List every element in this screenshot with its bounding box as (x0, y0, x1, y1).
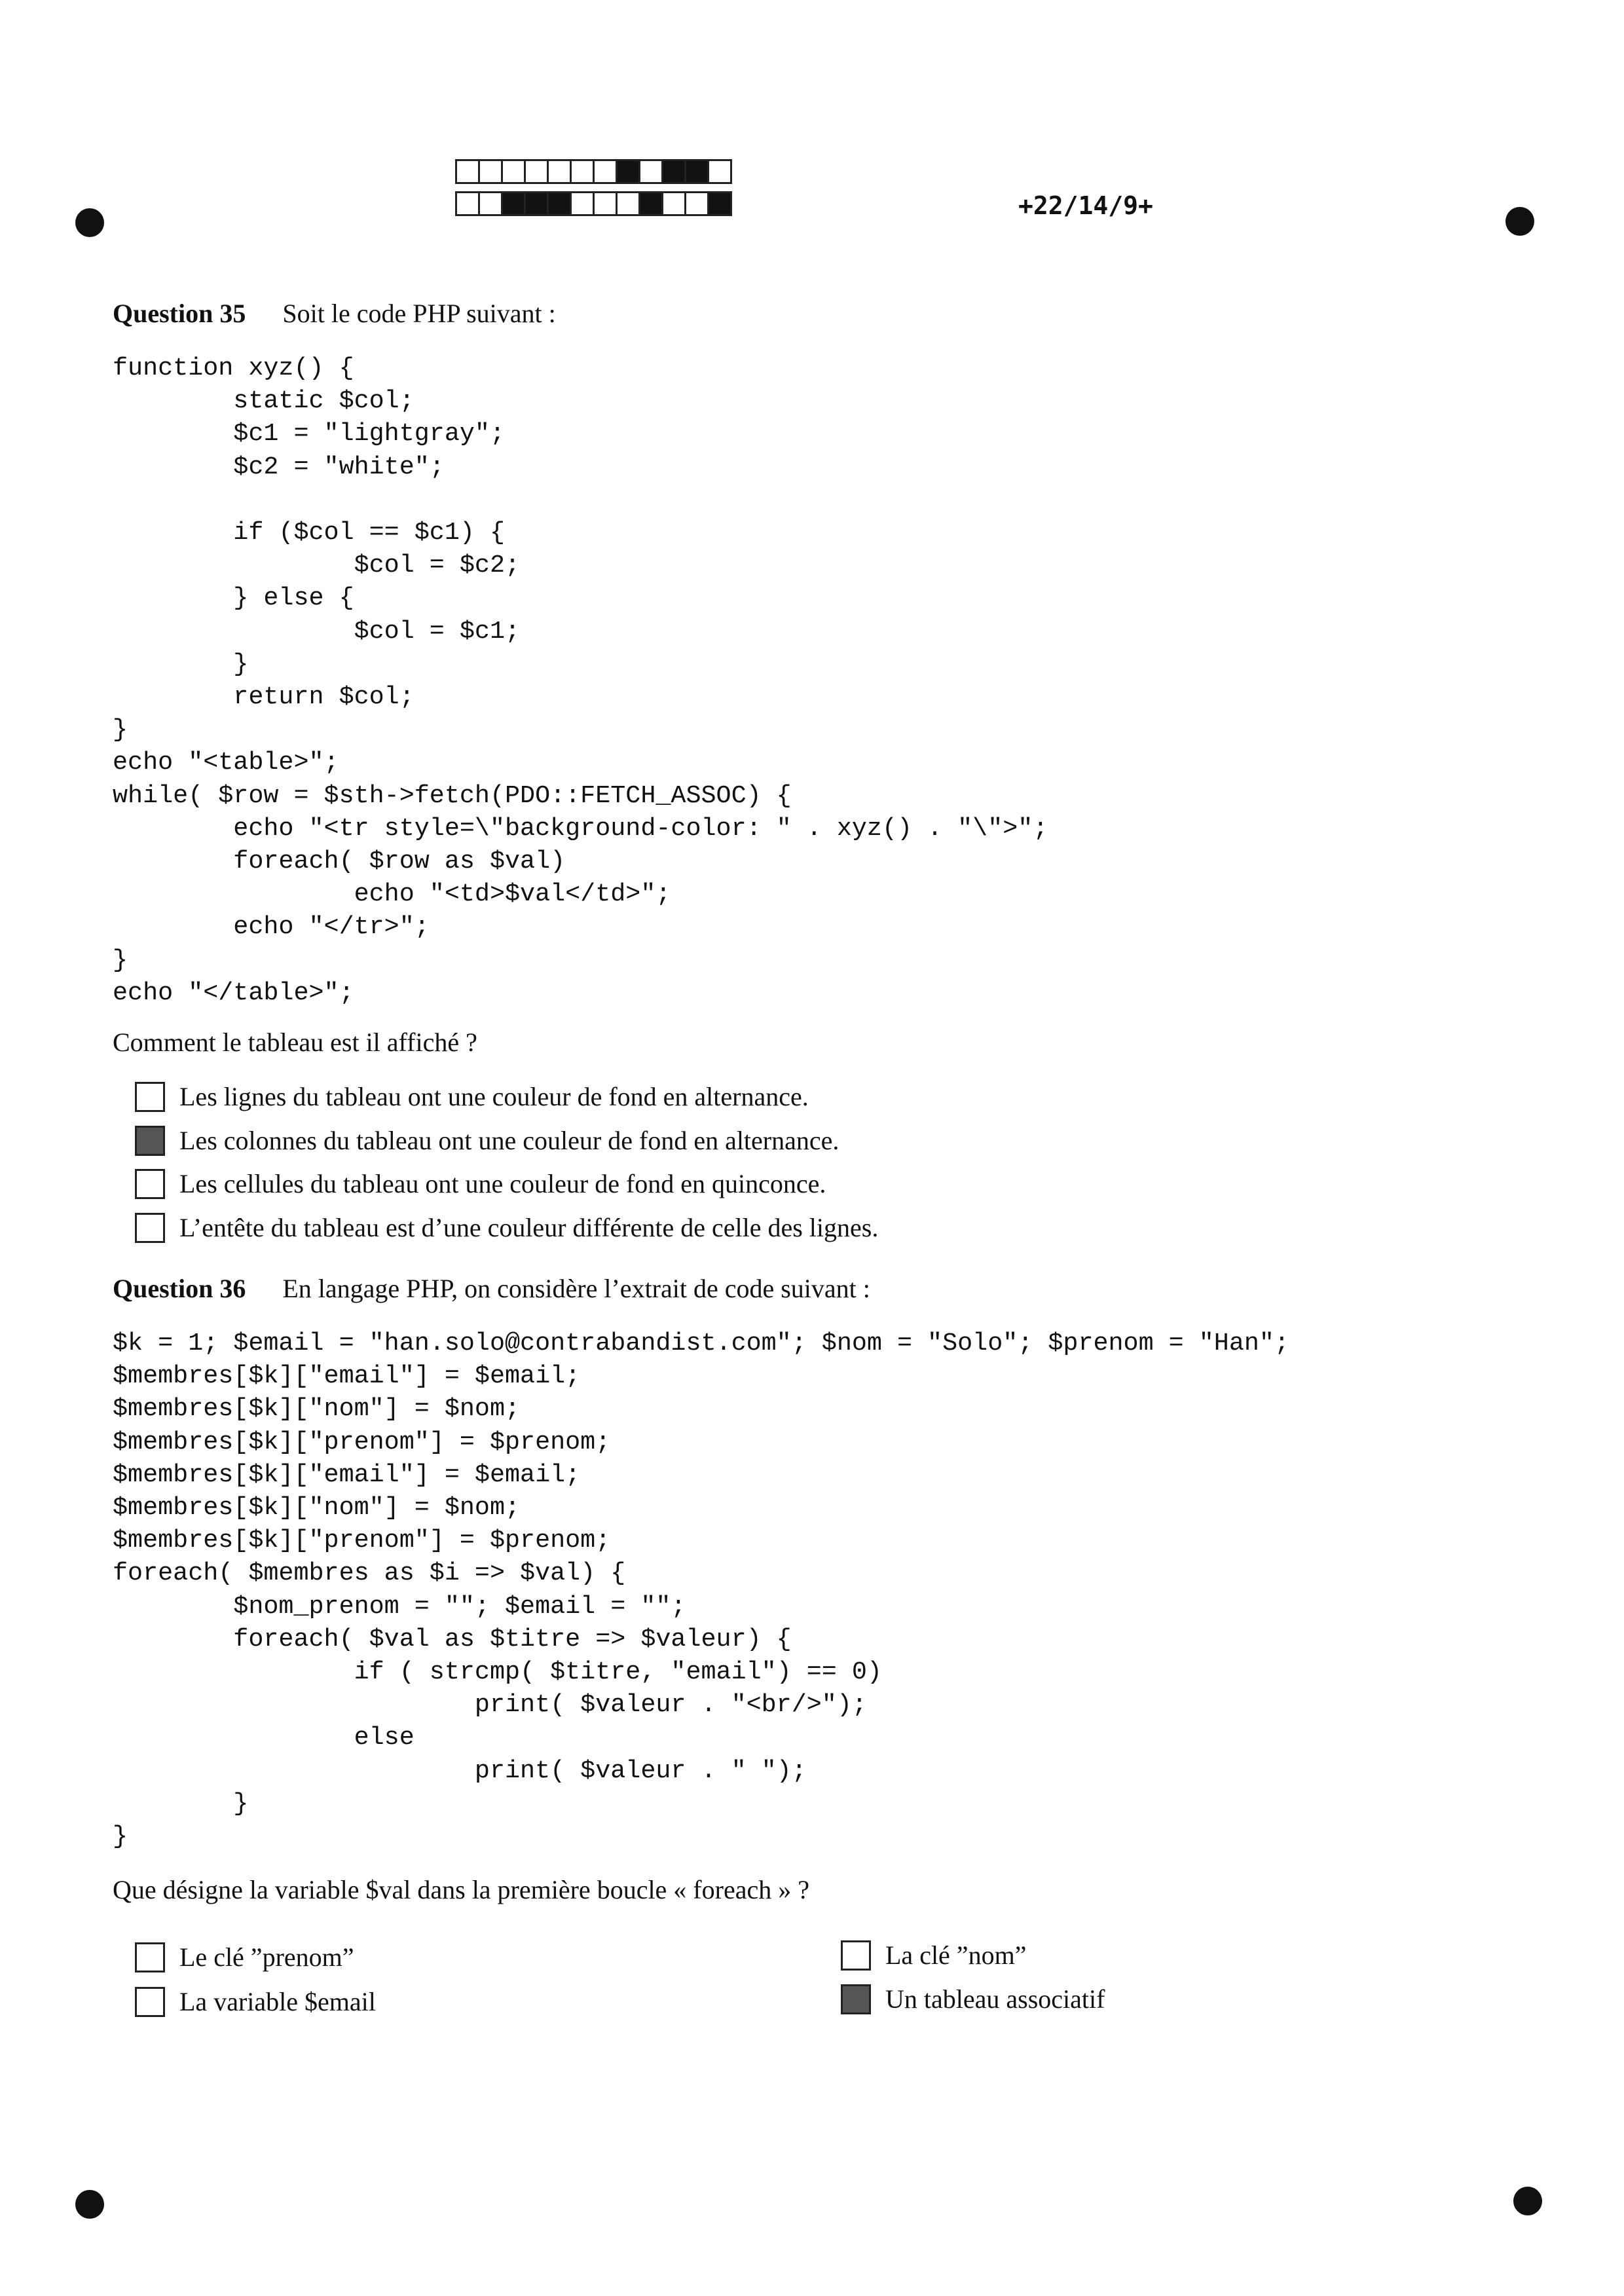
q36-option-2[interactable] (841, 1940, 1026, 1971)
q36-option-1[interactable] (135, 1942, 354, 1972)
checkbox[interactable] (135, 1213, 165, 1243)
checkbox[interactable] (135, 1169, 165, 1199)
option-label: La clé ”nom” (885, 1940, 1027, 1970)
barcode-cell (593, 191, 618, 216)
option-label: Les lignes du tableau ont une couleur de fond en alternance. (179, 1082, 809, 1111)
barcode-cell (547, 159, 572, 184)
question-36-header (113, 1273, 870, 1304)
barcode-cell (455, 191, 480, 216)
option-label: Un tableau associatif (885, 1984, 1105, 2014)
registration-mark-top-right (1505, 207, 1534, 236)
barcode-bottom-row (455, 191, 730, 216)
checkbox[interactable] (135, 1082, 165, 1112)
q35-option-1[interactable] (135, 1081, 809, 1112)
q35-option-4[interactable] (135, 1212, 878, 1243)
q36-option-4[interactable] (841, 1984, 1105, 2014)
checkbox[interactable] (841, 1940, 871, 1971)
checkbox[interactable] (135, 1987, 165, 2017)
barcode-cell (501, 191, 526, 216)
barcode-cell (638, 159, 663, 184)
question-number: Question 35 (113, 299, 246, 328)
barcode-cell (570, 159, 595, 184)
option-label: L’entête du tableau est d’une couleur différente de celle des lignes. (179, 1213, 879, 1242)
barcode-cell (524, 159, 549, 184)
option-label: La variable $email (179, 1987, 376, 2016)
question-intro: En langage PHP, on considère l’extrait de code suivant : (282, 1274, 870, 1303)
registration-mark-bottom-left (75, 2190, 104, 2219)
question-35-header (113, 298, 556, 329)
barcode-cell (570, 191, 595, 216)
barcode-cell (616, 159, 640, 184)
barcode-cell (661, 159, 686, 184)
checkbox[interactable] (841, 1984, 871, 2014)
question-36-prompt: Que désigne la variable $val dans la première boucle « foreach » ? (113, 1875, 809, 1904)
registration-mark-top-left (75, 208, 104, 237)
barcode-cell (707, 159, 732, 184)
registration-mark-bottom-right (1513, 2187, 1542, 2215)
q35-option-3[interactable] (135, 1168, 826, 1199)
barcode-cell (661, 191, 686, 216)
checkbox[interactable] (135, 1942, 165, 1972)
barcode-cell (478, 191, 503, 216)
barcode-cell (478, 159, 503, 184)
barcode-cell (524, 191, 549, 216)
option-label: Les cellules du tableau ont une couleur de fond en quinconce. (179, 1169, 826, 1198)
option-label: Le clé ”prenom” (179, 1942, 354, 1972)
barcode-cell (707, 191, 732, 216)
q36-option-3[interactable] (135, 1986, 376, 2017)
barcode-cell (638, 191, 663, 216)
q35-option-2[interactable] (135, 1125, 839, 1156)
checkbox[interactable] (135, 1126, 165, 1156)
barcode-cell (501, 159, 526, 184)
question-number: Question 36 (113, 1274, 246, 1303)
barcode-cell (455, 159, 480, 184)
barcode-top-row (455, 159, 730, 184)
question-intro: Soit le code PHP suivant : (282, 299, 556, 328)
barcode-cell (684, 159, 709, 184)
barcode-cell (616, 191, 640, 216)
barcode-cell (547, 191, 572, 216)
barcode-cell (593, 159, 618, 184)
option-label: Les colonnes du tableau ont une couleur de fond en alternance. (179, 1126, 840, 1155)
question-35-code: function xyz() { static $col; $c1 = "lightgray"; $c2 = "white"; if ($col == $c1) { $col = $c2; } else { $col = $c1; } return $col; } echo "<table>"; while( $row = $sth->fetch(PDO::FETCH_ASSOC) { echo "<tr style=\"background-color: " . xyz() . "\">"; foreach( $row as $val) echo "<td>$val</td>"; echo "</tr>"; } echo "</table>"; (113, 354, 1048, 1007)
question-36-code: $k = 1; $email = "han.solo@contrabandist.com"; $nom = "Solo"; $prenom = "Han"; $membres[$k]["email"] = $email; $membres[$k]["nom"] = $nom; $membres[$k]["prenom"] = $prenom; $membres[$k]["email"] = $email; $membres[$k]["nom"] = $nom; $membres[$k]["prenom"] = $prenom; foreach( $membres as $i => $val) { $nom_prenom = ""; $email = ""; foreach( $val as $titre => $valeur) { if ( strcmp( $titre, "email") == 0) print( $valeur . "<br/>"); else print( $valeur . " "); } } (113, 1329, 1289, 1851)
question-35-prompt: Comment le tableau est il affiché ? (113, 1028, 477, 1057)
page-code-id: +22/14/9+ (1018, 191, 1153, 220)
barcode-cell (684, 191, 709, 216)
